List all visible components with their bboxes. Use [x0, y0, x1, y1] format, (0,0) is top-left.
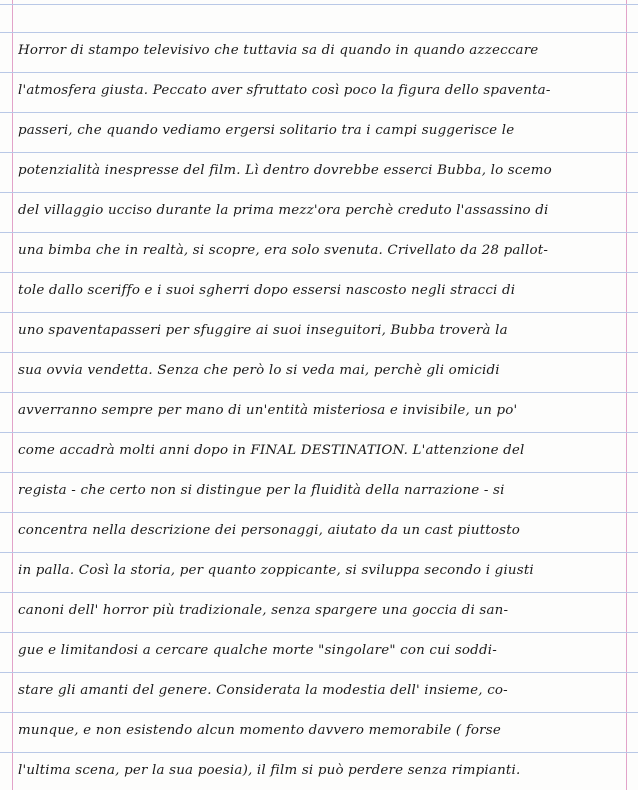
ruled-line: [0, 672, 638, 673]
ruled-line: [0, 192, 638, 193]
ruled-line: [0, 752, 638, 753]
text-line: canoni dell' horror più tradizionale, senza spargere una goccia di san-: [18, 603, 509, 618]
text-line: sua ovvia vendetta. Senza che però lo si veda mai, perchè gli omicidi: [18, 363, 500, 378]
text-line: munque, e non esistendo alcun momento davvero memorabile ( forse: [18, 723, 501, 738]
text-line: stare gli amanti del genere. Considerata la modestia dell' insieme, co-: [18, 683, 508, 698]
ruled-line: [0, 312, 638, 313]
text-line: avverranno sempre per mano di un'entità misteriosa e invisibile, un po': [18, 403, 518, 418]
text-line: Horror di stampo televisivo che tuttavia sa di quando in quando azzeccare: [18, 43, 539, 58]
text-line: gue e limitandosi a cercare qualche morte "singolare" con cui soddi-: [18, 643, 497, 658]
ruled-line: [0, 232, 638, 233]
text-line: concentra nella descrizione dei personaggi, aiutato da un cast piuttosto: [18, 523, 521, 538]
text-line: potenzialità inespresse del film. Lì dentro dovrebbe esserci Bubba, lo scemo: [18, 163, 552, 178]
ruled-line: [0, 392, 638, 393]
ruled-line: [0, 112, 638, 113]
ruled-line: [0, 432, 638, 433]
ruled-line: [0, 632, 638, 633]
ruled-line: [0, 32, 638, 33]
text-line: una bimba che in realtà, si scopre, era solo svenuta. Crivellato da 28 pallot-: [18, 243, 549, 258]
text-line: del villaggio ucciso durante la prima mezz'ora perchè creduto l'assassino di: [18, 203, 549, 218]
text-line: tole dallo sceriffo e i suoi sgherri dopo essersi nascosto negli stracci di: [18, 283, 516, 298]
ruled-line: [0, 512, 638, 513]
ruled-line: [0, 272, 638, 273]
text-line: l'atmosfera giusta. Peccato aver sfruttato così poco la figura dello spaventa-: [18, 83, 551, 98]
text-line: l'ultima scena, per la sua poesia), il film si può perdere senza rimpianti.: [18, 763, 521, 778]
ruled-line: [0, 472, 638, 473]
text-line: uno spaventapasseri per sfuggire ai suoi inseguitori, Bubba troverà la: [18, 323, 508, 338]
ruled-line: [0, 552, 638, 553]
text-line: passeri, che quando vediamo ergersi solitario tra i campi suggerisce le: [18, 123, 515, 138]
ruled-line: [0, 352, 638, 353]
text-line: come accadrà molti anni dopo in FINAL DESTINATION. L'attenzione del: [18, 443, 525, 458]
ruled-line: [0, 72, 638, 73]
ruled-line: [0, 152, 638, 153]
text-line: regista - che certo non si distingue per la fluidità della narrazione - si: [18, 483, 505, 498]
ruled-line: [0, 592, 638, 593]
text-line: in palla. Così la storia, per quanto zoppicante, si sviluppa secondo i giusti: [18, 563, 534, 578]
ruled-line: [0, 4, 638, 5]
ruled-line: [0, 712, 638, 713]
